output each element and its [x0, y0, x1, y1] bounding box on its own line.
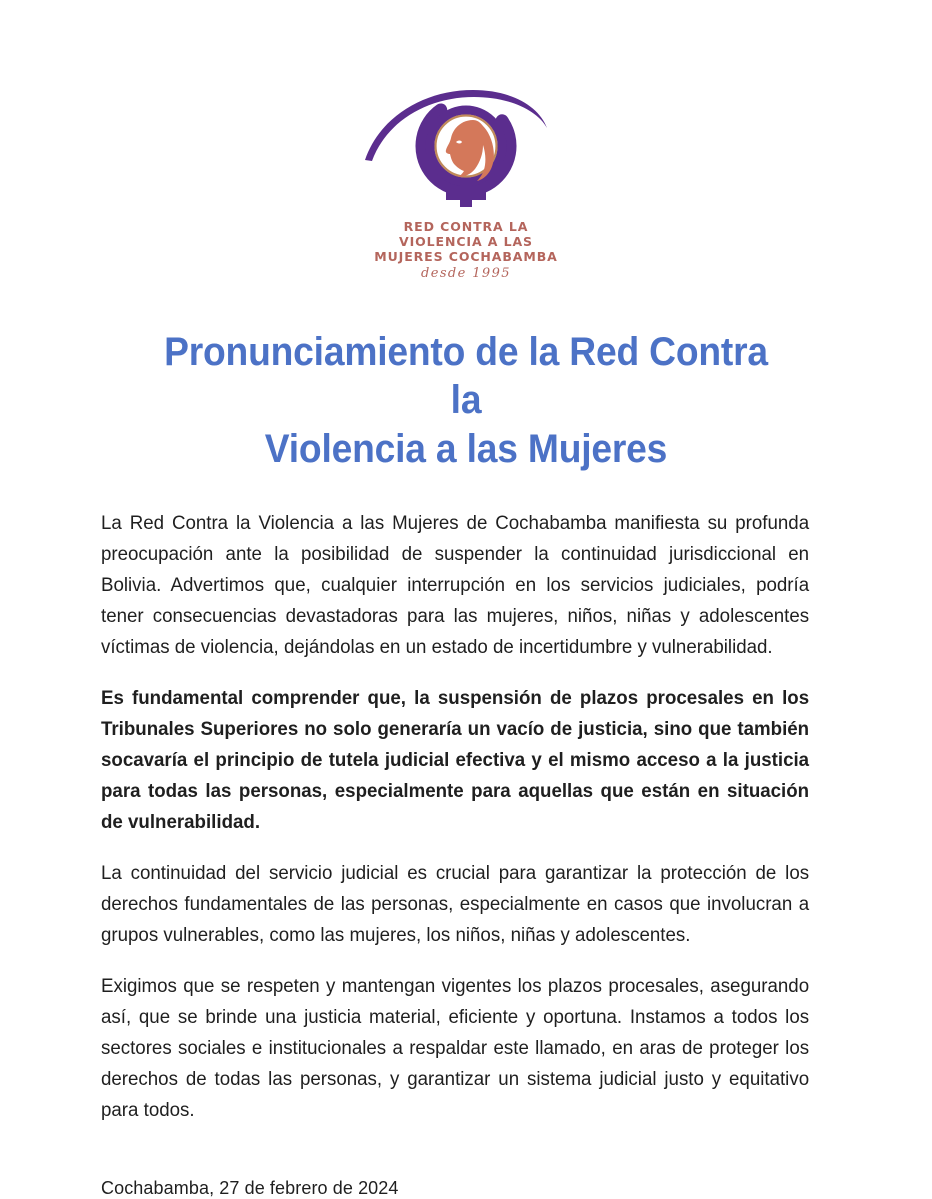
- logo-wordmark: [374, 220, 557, 282]
- paragraph-1: La Red Contra la Violencia a las Mujeres de Cochabamba manifiesta su profunda preocupación ante la posibilidad de suspender la continuidad jurisdiccional en Bolivia. Advertimos que, cualquier interrupción en los servicios judiciales, podría tener consecuencias devastadoras para las mujeres, niños, niñas y adolescentes víctimas de violencia, dejándolas en un estado de incertidumbre y vulnerabilidad.: [101, 512, 810, 658]
- logo-emblem-icon: [361, 88, 571, 216]
- logo-line-2: VIOLENCIA A LAS: [399, 233, 533, 249]
- page-title-line-2: Violencia a las Mujeres: [264, 427, 668, 472]
- page-title-line-1: Pronunciamiento de la Red Contra la: [164, 329, 768, 423]
- logo-since-text: desde 1995: [421, 266, 511, 282]
- organization-logo: [0, 0, 932, 282]
- logo-line-1: RED CONTRA LA: [403, 219, 529, 234]
- page-title: [150, 328, 782, 474]
- document-body: [101, 508, 831, 1126]
- paragraph-4: Exigimos que se respeten y mantengan vigentes los plazos procesales, asegurando así, que se brinde una justicia material, eficiente y oportuna. Instamos a todos los sectores sociales e institucionales a respaldar este llamado, en aras de proteger los derechos de todas las personas, y garantizar un sistema judicial justo y equitativo para todos.: [101, 975, 810, 1121]
- paragraph-3: La continuidad del servicio judicial es crucial para garantizar la protección de los derechos fundamentales de las personas, especialmente en casos que involucran a grupos vulnerables, como las mujeres, los niños, niñas y adolescentes.: [101, 862, 810, 946]
- date-line: Cochabamba, 27 de febrero de 2024: [101, 1177, 399, 1198]
- paragraph-2: Es fundamental comprender que, la suspensión de plazos procesales en los Tribunales Superiores no solo generaría un vacío de justicia, sino que también socavaría el principio de tutela judicial efectiva y el mismo acceso a la justicia para todas las personas, especialmente para aquellas que están en situación de vulnerabilidad.: [101, 687, 810, 833]
- logo-line-3: MUJERES COCHABAMBA: [374, 248, 558, 264]
